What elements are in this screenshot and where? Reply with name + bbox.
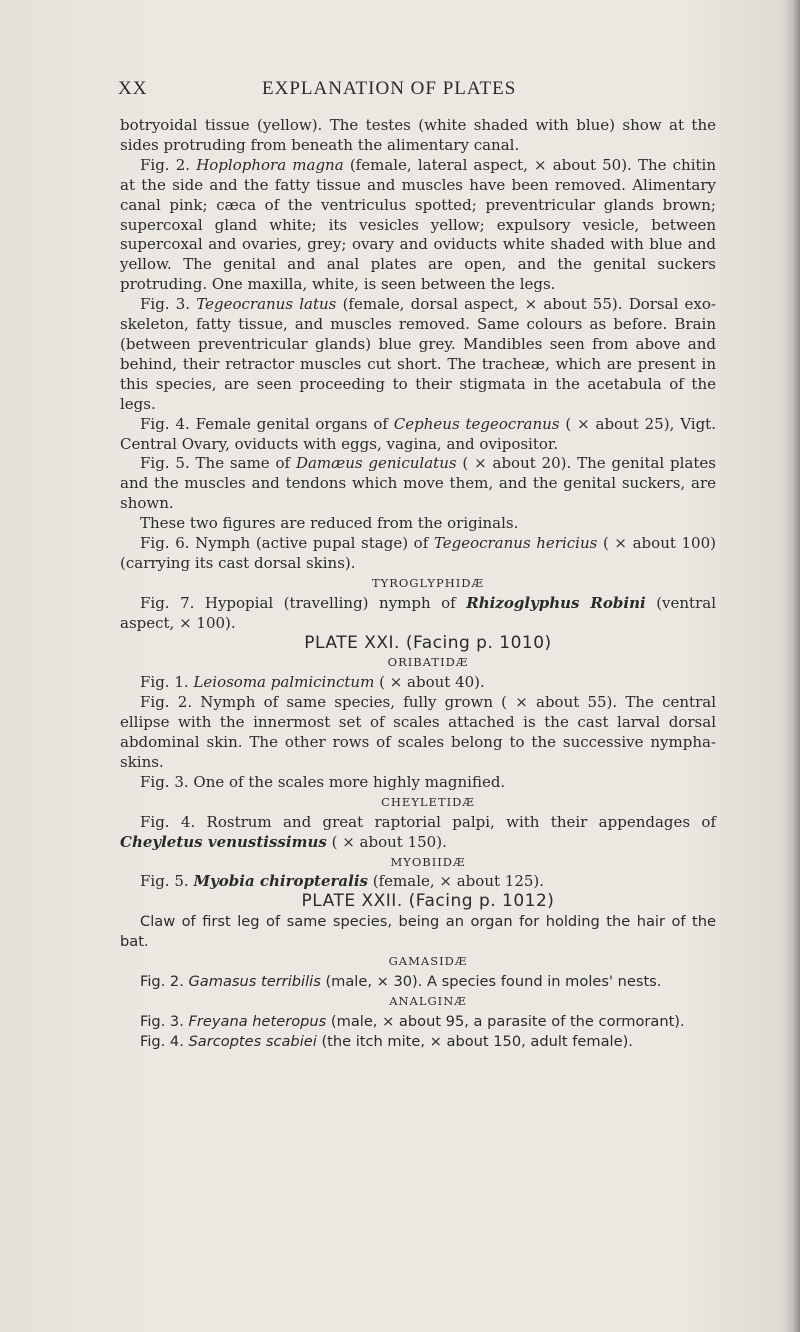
species-name: Freyana heteropus xyxy=(188,1012,327,1030)
species-name: Gamasus terribilis xyxy=(188,972,321,990)
family-heading-myobiidae: MYOBIIDÆ xyxy=(390,854,466,869)
fig4-paragraph xyxy=(120,415,716,455)
plate21-fig2: Fig. 2. Nymph of same species, fully grown ( × about 55). The central ellipse with the innermost set of scales attached is the cast larval dorsal abdominal skin. The other rows of scales belong to the successive nympha-skins. xyxy=(120,693,716,771)
plate-facing: (Facing p. 1010) xyxy=(405,632,552,653)
fig-label: Fig. 4. xyxy=(140,1032,184,1050)
fig-label: Fig. 2. xyxy=(140,155,191,174)
fig-text: (male, × about 95, a parasite of the cormorant). xyxy=(330,1012,685,1030)
page-edge-shadow xyxy=(782,0,800,1332)
family-heading-oribatidae: ORIBATIDÆ xyxy=(387,655,469,670)
fig-label: Fig. 2. xyxy=(140,972,184,990)
fig-label: Fig. 1. xyxy=(140,673,189,692)
running-title: EXPLANATION OF PLATES xyxy=(262,78,517,99)
fig-label: Fig. 4. Female genital organs of xyxy=(140,414,388,433)
plate21-fig4 xyxy=(120,813,716,853)
plate22-fig4 xyxy=(120,1032,716,1052)
fig-text: ( × about 20). The genital plates and the muscles and tendons which move them, and the genital suckers, are shown. xyxy=(120,454,716,513)
page-folio: XX xyxy=(118,78,148,99)
fig3-paragraph xyxy=(120,295,716,414)
fig5-paragraph xyxy=(120,454,716,514)
plate-title: PLATE XXI. xyxy=(304,632,400,653)
page-header xyxy=(0,78,800,102)
fig-text: ( × about 25), Vigt. Central Ovary, oviducts with eggs, vagina, and ovipositor. xyxy=(120,414,716,453)
plate21-fig3: Fig. 3. One of the scales more highly magnified. xyxy=(140,772,506,791)
fig6-paragraph xyxy=(120,534,716,574)
fig-label: Fig. 3. xyxy=(140,295,191,314)
fig-label: Fig. 4. Rostrum and great raptorial palpi, with their appendages of xyxy=(140,812,716,831)
fig-text: (male, × 30). A species found in moles' nests. xyxy=(325,972,662,990)
species-name: Tegeocranus hericius xyxy=(433,534,598,553)
family-heading-gamasidae: GAMASIDÆ xyxy=(388,954,468,969)
fig-text: (female, lateral aspect, × about 50). The chitin at the side and the fatty tissue and muscles have been removed. Alimentary canal pink; cæca of the ventriculus spotted; preventricular glands brown; supercoxal gland white; its vesicles yellow; expulsory vesicle, between supercoxal and ovaries, grey; ovary and oviducts white shaded with blue and yellow. The genital and anal plates are open, and the genital suckers protruding. One maxilla, white, is seen between the legs. xyxy=(120,155,716,294)
plate-xxii-heading xyxy=(120,892,716,912)
plate-title: PLATE XXII. xyxy=(301,891,403,912)
body-text xyxy=(120,116,716,1052)
fig-text: ( × about 100) (carrying its cast dorsal skins). xyxy=(120,534,716,572)
fig2-paragraph xyxy=(120,156,716,295)
species-name: Leiosoma palmicinctum xyxy=(193,673,375,692)
fig-text: (the itch mite, × about 150, adult female). xyxy=(321,1032,633,1050)
family-heading-cheyletidae: CHEYLETIDÆ xyxy=(381,794,475,809)
species-name: Hoplophora magna xyxy=(196,155,344,174)
fig7-paragraph xyxy=(120,594,716,634)
fig-label: Fig. 3. xyxy=(140,1012,184,1030)
reduction-note: These two figures are reduced from the originals. xyxy=(140,514,519,533)
species-name: Cepheus tegeocranus xyxy=(393,414,560,433)
species-name: Tegeocranus latus xyxy=(196,295,337,314)
plate21-fig5 xyxy=(120,872,716,892)
plate-facing: (Facing p. 1012) xyxy=(408,891,555,912)
plate22-fig3 xyxy=(120,1012,716,1032)
plate22-fig2 xyxy=(120,972,716,992)
intro-paragraph: botryoidal tissue (yellow). The testes (white shaded with blue) show at the sides protruding from beneath the alimentary canal. xyxy=(120,116,716,154)
fig-text: ( × about 150). xyxy=(331,832,447,851)
family-heading-analginae: ANALGINÆ xyxy=(389,993,467,1008)
fig-label: Fig. 6. Nymph (active pupal stage) of xyxy=(140,534,429,553)
plate21-fig1 xyxy=(120,673,716,693)
species-name: Sarcoptes scabiei xyxy=(188,1032,317,1050)
fig-text: (female, dorsal aspect, × about 55). Dorsal exo-skeleton, fatty tissue, and muscles removed. Same colours as before. Brain (between preventricular glands) blue grey. Mandibles seen from above and behind, their retractor muscles cut short. The tracheæ, which are present in this species, are seen proceeding to their stigmata in the acetabula of the legs. xyxy=(120,295,716,413)
species-name: Myobia chiropteralis xyxy=(193,872,368,891)
species-name: Cheyletus venustissimus xyxy=(120,832,327,851)
fig-text: (female, × about 125). xyxy=(372,872,545,891)
species-name: Rhizoglyphus Robini xyxy=(466,593,646,612)
family-heading-tyroglyphidae: TYROGLYPHIDÆ xyxy=(371,575,485,590)
species-name: Damæus geniculatus xyxy=(295,454,457,473)
plate-xxi-heading xyxy=(120,634,716,654)
fig-label: Fig. 5. The same of xyxy=(140,454,291,473)
fig-label: Fig. 5. xyxy=(140,872,189,891)
plate22-claw: Claw of first leg of same species, being an organ for holding the hair of the bat. xyxy=(120,913,716,951)
fig-text: ( × about 40). xyxy=(379,673,485,692)
fig-label: Fig. 7. Hypopial (travelling) nymph of xyxy=(140,593,456,612)
fig-text: (ventral aspect, × 100). xyxy=(120,593,716,632)
